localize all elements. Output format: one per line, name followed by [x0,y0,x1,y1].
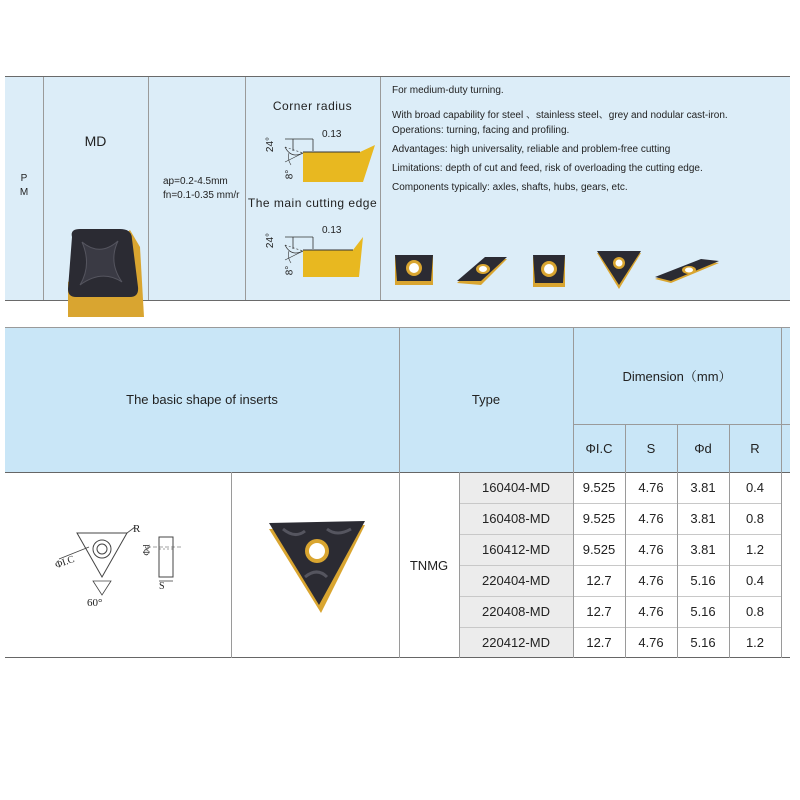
row-model: 160408-MD [459,503,573,534]
diagram-d-label: Φd [141,544,152,556]
grid-line [5,472,790,473]
grid-line [573,327,574,658]
row-d-value: 3.81 [690,480,716,495]
row-divider [459,627,781,628]
row-divider [459,596,781,597]
dim-value-2: 0.13 [322,225,342,236]
description-line: Limitations: depth of cut and feed, risk of overloading the cutting edge. [392,163,703,174]
row-r-value: 0.4 [745,480,765,495]
row-ic-value: 9.525 [582,542,616,557]
row-s-value: 4.76 [638,542,664,557]
row-ic-value: 9.525 [582,511,616,526]
grid-line [459,472,460,658]
shape-diagram [45,519,195,617]
divider [380,77,381,300]
row-divider [459,503,781,504]
angle-top: 24° [265,136,277,153]
row-d-value: 3.81 [690,511,716,526]
row-ic-value: 9.525 [582,480,616,495]
grid-line [625,424,626,658]
row-r-value: 0.4 [745,573,765,588]
insert-rhombic-image [455,255,509,289]
row-ic-value: 12.7 [586,573,612,588]
row-s-value: 4.76 [638,604,664,619]
row-r-value: 0.8 [745,511,765,526]
insert-type-table [5,327,790,658]
insert-diamond-image [653,257,721,287]
angle-bottom-2: 8° [284,265,296,276]
grid-line [781,327,782,658]
row-divider [459,534,781,535]
diagram-ic-label: ΦI.C [53,553,77,572]
row-model: 220408-MD [459,596,573,627]
description-line: Advantages: high universality, reliable and problem-free cutting [392,144,671,155]
col-d: Φd [677,424,729,472]
row-d-value: 5.16 [690,604,716,619]
row-model: 220404-MD [459,565,573,596]
header-shape [5,327,399,472]
main-edge-label: The main cutting edge [247,196,378,210]
diagram-s-label: S [159,581,165,592]
insert-spec-panel [5,76,790,301]
description-line: With broad capability for steel 、stainless steel、grey and nodular cast-iron. [392,110,728,121]
row-s-value: 4.76 [638,635,664,650]
type-name: TNMG [409,557,449,573]
row-r-value: 0.8 [745,604,765,619]
diagram-angle-label: 60° [87,597,103,609]
fn-value: fn=0.1-0.35 mm/r [163,190,240,201]
angle-top-2: 24° [265,232,277,249]
row-d-value: 5.16 [690,573,716,588]
col-ic: ΦI.C [573,424,625,472]
row-s-value: 4.76 [638,480,664,495]
col-s: S [625,424,677,472]
insert-triangle-image [595,249,643,293]
insert-square-small-image [529,253,569,291]
row-s-value: 4.76 [638,511,664,526]
row-r-value: 1.2 [745,635,765,650]
row-s-value: 4.76 [638,573,664,588]
row-model: 160404-MD [459,472,573,503]
tnmg-insert-image [265,517,375,617]
divider [148,77,149,300]
chipbreaker-label: MD [84,133,107,149]
header-edge [781,327,790,472]
row-divider [459,565,781,566]
grid-line [677,424,678,658]
grid-line [5,327,790,328]
row-r-value: 1.2 [745,542,765,557]
header-dimension-label: Dimension（mm） [622,369,732,384]
divider [43,77,44,300]
header-type [399,327,573,472]
grid-line [5,657,790,658]
row-ic-value: 12.7 [586,635,612,650]
row-d-value: 5.16 [690,635,716,650]
diagram-r-label: R [133,523,141,535]
md-insert-image [60,227,148,319]
grid-line [231,472,232,658]
description-line: Components typically: axles, shafts, hubs, gears, etc. [392,182,628,193]
main-edge-diagram [255,215,380,285]
corner-radius-label: Corner radius [272,99,353,113]
description-line: Operations: turning, facing and profiling. [392,125,570,136]
row-d-value: 3.81 [690,542,716,557]
row-ic-value: 12.7 [586,604,612,619]
header-dimension [573,327,781,424]
angle-bottom: 8° [284,169,296,180]
category-label: P M [19,173,29,198]
header-type-label: Type [471,392,501,407]
description-line: For medium-duty turning. [392,85,504,96]
dim-value: 0.13 [322,129,342,140]
grid-line [399,327,400,658]
ap-value: ap=0.2-4.5mm [163,176,228,187]
grid-line [573,424,790,425]
header-shape-label: The basic shape of inserts [126,392,278,407]
row-model: 220412-MD [459,627,573,658]
grid-line [729,424,730,658]
col-r: R [729,424,781,472]
insert-square-image [391,253,437,291]
row-model: 160412-MD [459,534,573,565]
